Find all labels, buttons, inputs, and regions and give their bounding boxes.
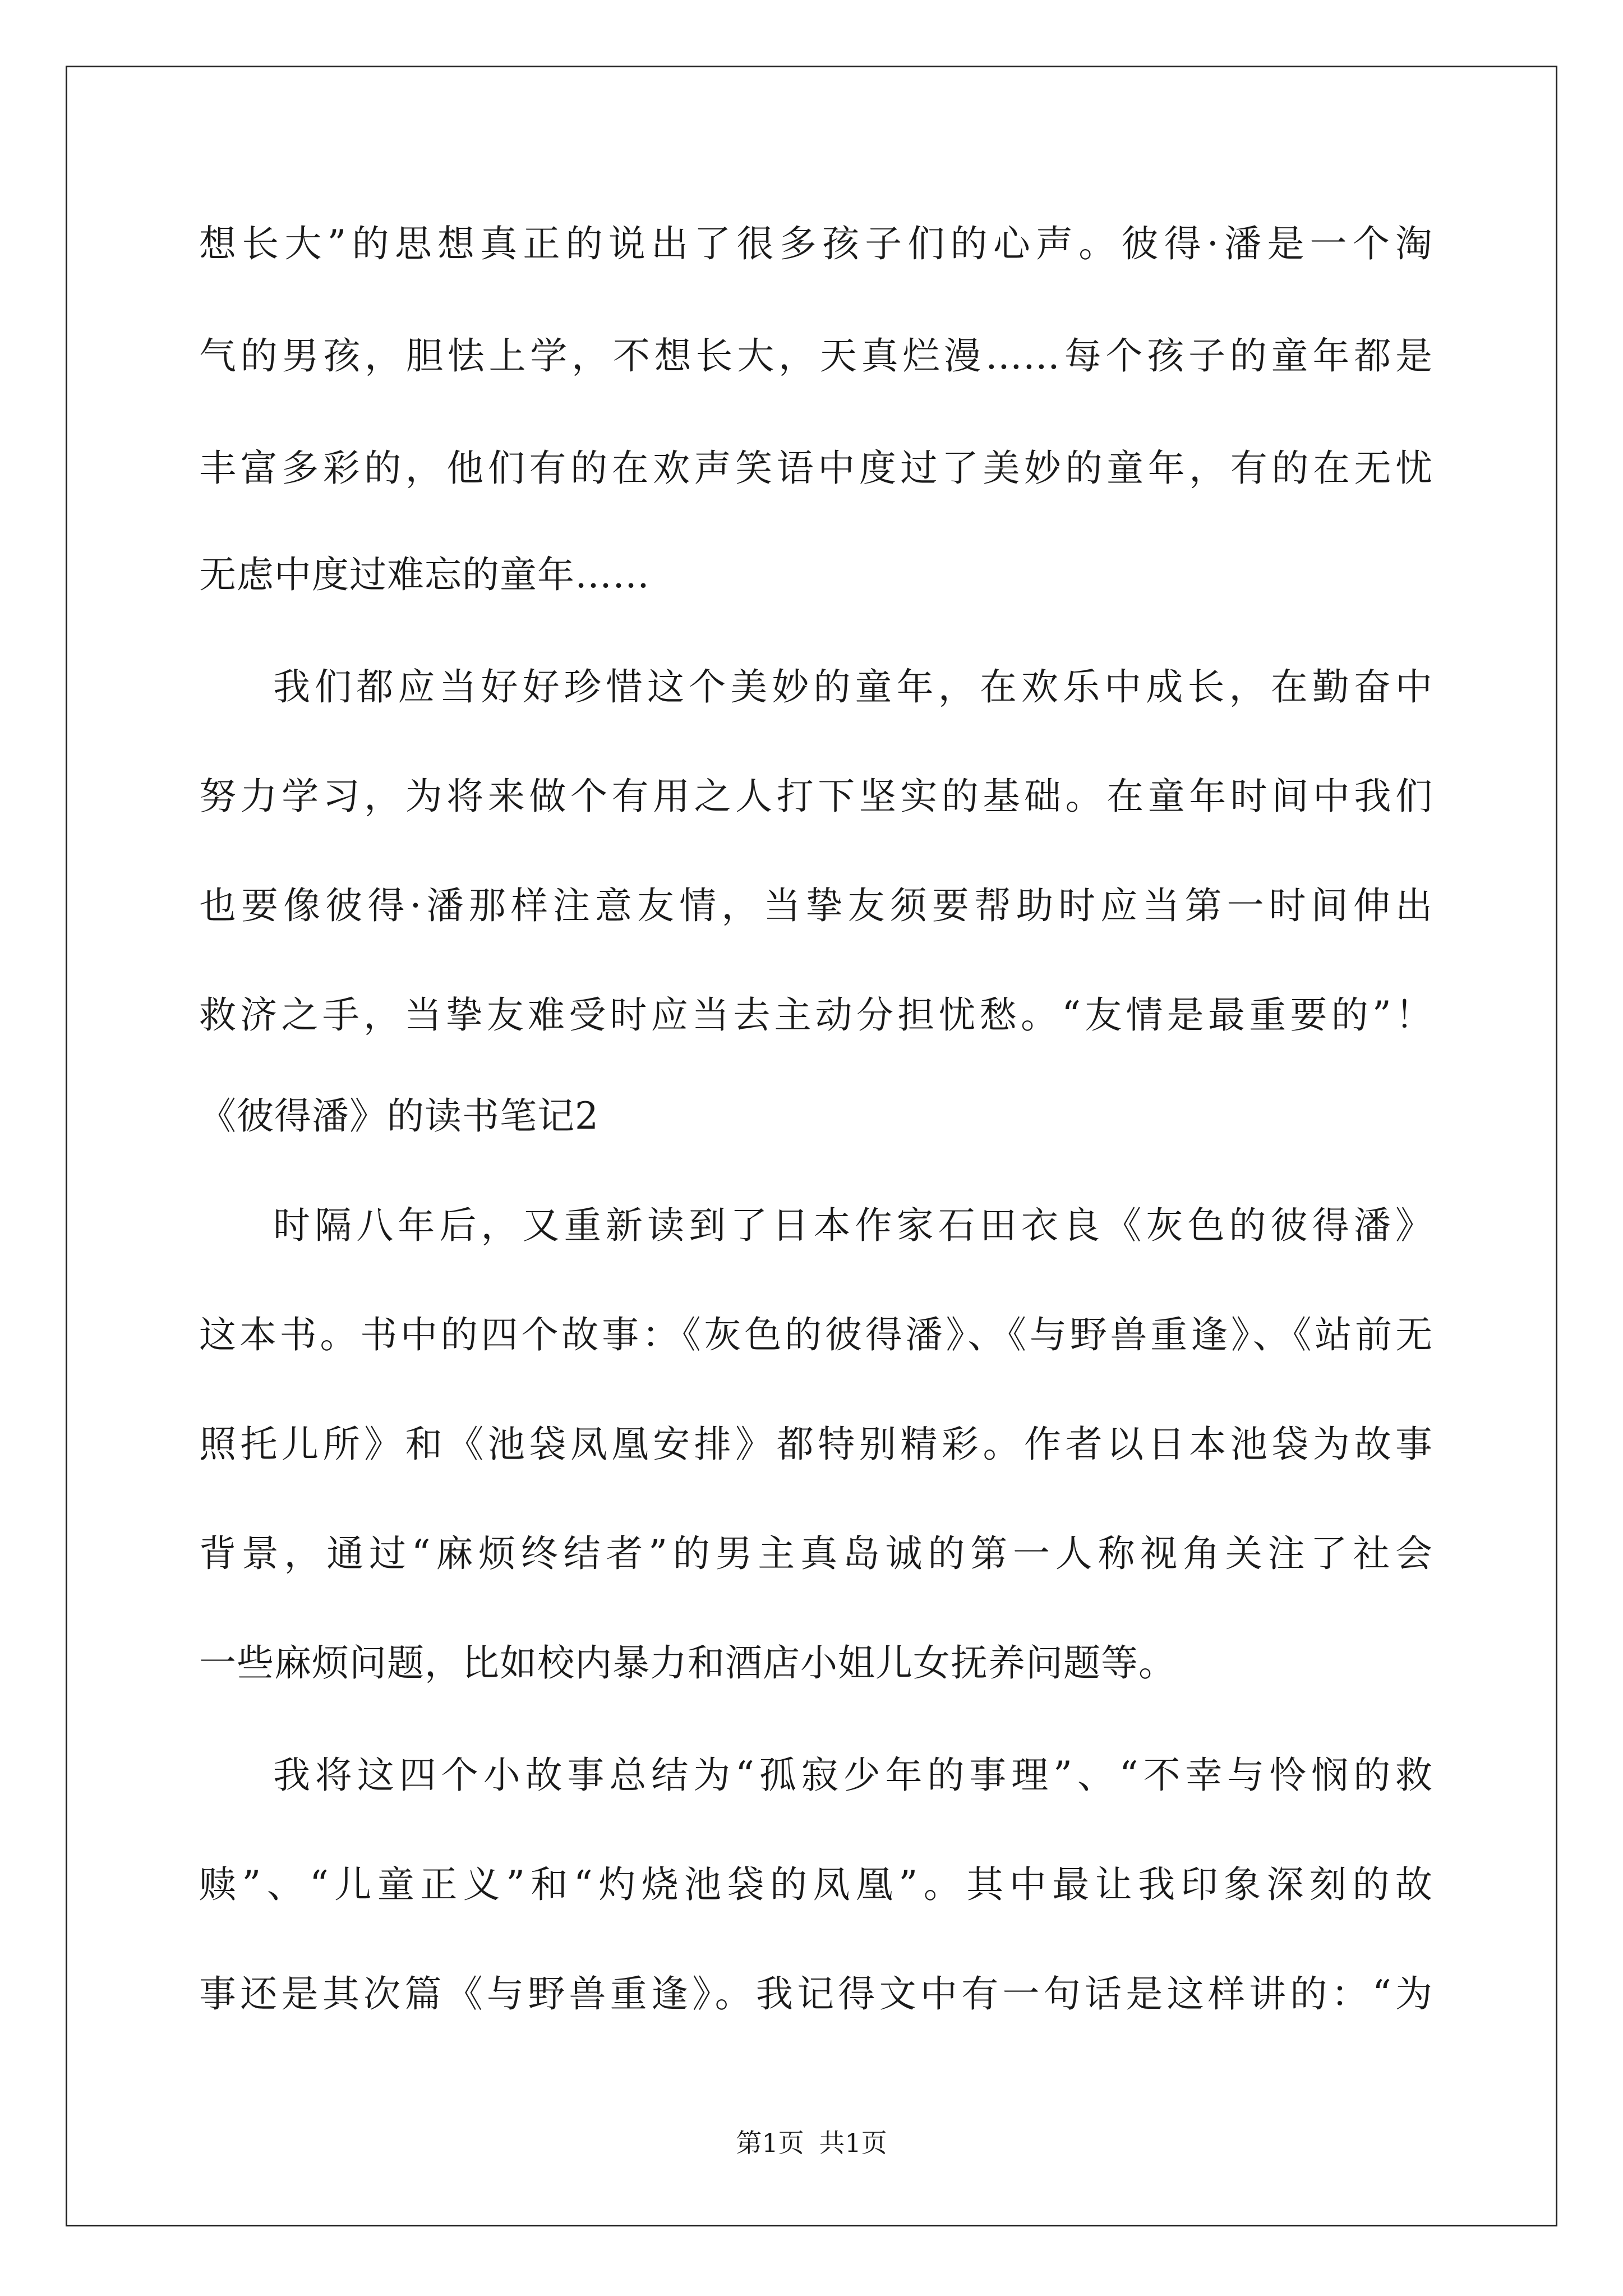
text-line: 气的男孩，胆怯上学，不想长大，天真烂漫……每个孩子的童年都是: [199, 334, 1433, 378]
section-heading: 《彼得潘》的读书笔记2: [199, 1094, 599, 1138]
page-total: 共1页: [819, 2128, 887, 2158]
text-line: 也要像彼得·潘那样注意友情，当挚友须要帮助时应当第一时间伸出: [199, 884, 1433, 927]
text-line: 背景，通过“麻烦终结者”的男主真岛诚的第一人称视角关注了社会: [199, 1532, 1433, 1575]
text-line: 想长大”的思想真正的说出了很多孩子们的心声。彼得·潘是一个淘: [199, 222, 1433, 265]
text-line: 赎”、“儿童正义”和“灼烧池袋的凤凰”。其中最让我印象深刻的故: [199, 1863, 1433, 1906]
text-line: 事还是其次篇《与野兽重逢》。我记得文中有一句话是这样讲的：“为: [199, 1972, 1433, 2016]
text-line: 丰富多彩的，他们有的在欢声笑语中度过了美妙的童年，有的在无忧: [199, 447, 1433, 490]
text-line: 无虑中度过难忘的童年……: [199, 553, 650, 596]
text-line: 救济之手，当挚友难受时应当去主动分担忧愁。“友情是最重要的”！: [199, 993, 1433, 1037]
page-footer: [0, 2126, 1623, 2160]
text-line: 努力学习，为将来做个有用之人打下坚实的基础。在童年时间中我们: [199, 775, 1433, 818]
text-line: 我将这四个小故事总结为“孤寂少年的事理”、“不幸与怜悯的救: [273, 1754, 1433, 1797]
text-line: 照托儿所》和《池袋凤凰安排》都特别精彩。作者以日本池袋为故事: [199, 1423, 1433, 1466]
text-line: 一些麻烦问题，比如校内暴力和酒店小姐儿女抚养问题等。: [199, 1641, 1176, 1685]
text-line: 这本书。书中的四个故事：《灰色的彼得潘》、《与野兽重逢》、《站前无: [199, 1313, 1433, 1356]
text-line: 时隔八年后，又重新读到了日本作家石田衣良《灰色的彼得潘》: [273, 1204, 1433, 1247]
page-number: 第1页: [736, 2128, 804, 2158]
text-line: 我们都应当好好珍惜这个美妙的童年，在欢乐中成长，在勤奋中: [273, 665, 1433, 708]
